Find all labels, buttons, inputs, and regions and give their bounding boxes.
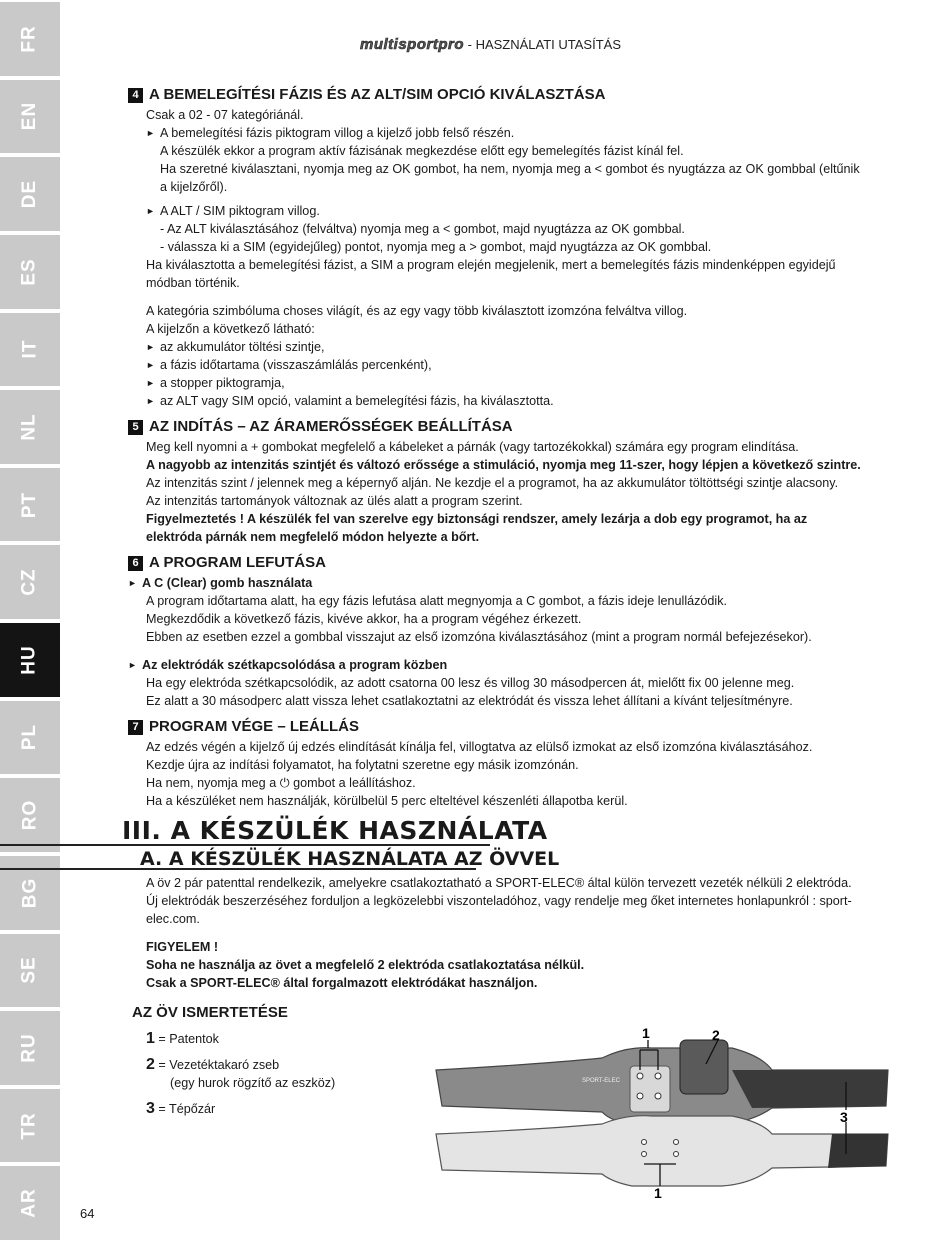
- section-7-heading: [128, 716, 898, 738]
- text-line: Ha a készüléket nem használják, körülbelül 5 perc elteltével készenléti állapotba kerül.: [146, 794, 628, 808]
- text-line: A nagyobb az intenzitás szintjét és változó erőssége a stimuláció, nyomja meg 11-szer, hogy lépjen a következő szintre.: [146, 458, 861, 472]
- language-tab-label: RU: [18, 1033, 40, 1063]
- text-line: A készülék ekkor a program aktív fázisának megkezdése előtt egy bemelegítés fázist kínál fel.: [160, 144, 684, 158]
- section-4-heading: [128, 84, 898, 106]
- text-line: Ha nem, nyomja meg a ⏻ gombot a leállításhoz.: [146, 776, 416, 790]
- text-line: A program időtartama alatt, ha egy fázis lefutása alatt megnyomja a C gombot, a fázis ideje lenullázódik.: [146, 594, 728, 608]
- text-line: Ha kiválasztotta a bemelegítési fázist, a SIM a program elején megjelenik, mert a bemelegítés fázis mindenképpen egyidejű: [146, 258, 836, 272]
- language-tab-en[interactable]: [0, 80, 60, 154]
- language-tab-nl[interactable]: [0, 390, 60, 464]
- figure-label-3: 3: [840, 1109, 848, 1125]
- warning-title: FIGYELEM !: [146, 940, 219, 954]
- part-title: III. A KÉSZÜLÉK HASZNÁLATA: [122, 816, 548, 845]
- language-tab-label: CZ: [18, 568, 40, 596]
- warning-line: Figyelmeztetés ! A készülék fel van szerelve egy biztonsági rendszer, amely lezárja a dob egy programot, ha az: [146, 512, 808, 526]
- page-number: 64: [80, 1206, 95, 1221]
- language-tab-label: AR: [18, 1188, 40, 1218]
- language-sidebar: [0, 0, 60, 1242]
- language-tab-label: SE: [18, 956, 40, 984]
- text-line: Csak a 02 - 07 kategóriánál.: [146, 108, 304, 122]
- bullet-item: ► az akkumulátor töltési szintje,: [146, 338, 898, 356]
- section-number: 6: [128, 556, 143, 571]
- language-tab-es[interactable]: [0, 235, 60, 309]
- text-line: Ha egy elektróda szétkapcsolódik, az adott csatorna 00 lesz és villog 30 másodpercen át, mielőtt fix 00 jelenne meg.: [146, 676, 795, 690]
- legend-number: 2: [146, 1056, 155, 1073]
- language-tab-label: FR: [18, 25, 40, 53]
- legend-number: 1: [146, 1030, 155, 1047]
- legend-text: = Vezetéktakaró zseb: [158, 1058, 280, 1072]
- warning-line: elektróda párnák nem megfelelő módon helyezte a bőrt.: [146, 530, 480, 544]
- language-tab-label: DE: [19, 179, 40, 209]
- text-line: - Az ALT kiválasztásához (felváltva) nyomja meg a < gombot, majd nyugtázza az OK gombbal.: [160, 222, 685, 236]
- section-title: A BEMELEGÍTÉSI FÁZIS ÉS AZ ALT/SIM OPCIÓ KIVÁLASZTÁSA: [149, 86, 606, 103]
- text-line: Az edzés végén a kijelző új edzés elindítását kínálja fel, villogtatva az elülső izmokat az első izomzóna kiválasztásához.: [146, 740, 813, 754]
- language-tab-pl[interactable]: [0, 701, 60, 775]
- bullet-item: ► az ALT vagy SIM opció, valamint a bemelegítési fázis, ha kiválasztotta.: [146, 392, 898, 410]
- legend-text: = Tépőzár: [158, 1102, 216, 1116]
- text-line: módban történik.: [146, 276, 240, 290]
- text-line: Ebben az esetben ezzel a gombbal visszajut az első izomzóna kiválasztásához (mint a program normál befejezésekor).: [146, 630, 812, 644]
- text-line: Az intenzitás tartományok változnak az ülés alatt a program szerint.: [146, 494, 523, 508]
- language-tab-pt[interactable]: [0, 468, 60, 542]
- belt-illustration: [432, 1026, 890, 1201]
- section-title: AZ INDÍTÁS – AZ ÁRAMERŐSSÉGEK BEÁLLÍTÁSA: [149, 418, 513, 435]
- text-line: Az intenzitás szint / jelennek meg a képernyő alján. Ne kezdje el a programot, ha az akkumulátor töltöttségi szintje alacsony.: [146, 476, 839, 490]
- bullet-item: ► A bemelegítési fázis piktogram villog a kijelző jobb felső részén.: [146, 124, 898, 142]
- language-tab-label: TR: [18, 1111, 40, 1140]
- section-number: 4: [128, 88, 143, 103]
- figure-label-1: 1: [642, 1026, 650, 1041]
- brand-logo: multisportpro: [360, 36, 464, 53]
- language-tab-hu[interactable]: [0, 623, 60, 697]
- legend-number: 3: [146, 1100, 155, 1117]
- page-header: [360, 36, 621, 53]
- section-number: 7: [128, 720, 143, 735]
- legend-text: = Patentok: [158, 1032, 219, 1046]
- language-tab-label: HU: [18, 645, 40, 675]
- section-5-heading: [128, 416, 898, 438]
- figure-label-1b: 1: [654, 1185, 662, 1201]
- section-title: PROGRAM VÉGE – LEÁLLÁS: [149, 718, 360, 735]
- language-tab-cz[interactable]: [0, 545, 60, 619]
- language-tab-fr[interactable]: [0, 2, 60, 76]
- bullet-item: ► a stopper piktogramja,: [146, 374, 898, 392]
- section-6-heading: [128, 552, 898, 574]
- language-tab-tr[interactable]: [0, 1089, 60, 1163]
- text-line: Ha szeretné kiválasztani, nyomja meg az OK gombot, ha nem, nyomja meg a < gombot és nyugtázza az OK gombbal (eltűnik: [160, 162, 860, 176]
- figure-label-2: 2: [712, 1027, 720, 1043]
- language-tab-it[interactable]: [0, 313, 60, 387]
- subheading: ► Az elektródák szétkapcsolódása a program közben: [128, 656, 898, 674]
- language-tab-label: PL: [19, 724, 40, 751]
- header-title: - HASZNÁLATI UTASÍTÁS: [467, 37, 621, 52]
- language-tab-ar[interactable]: [0, 1166, 60, 1240]
- language-tab-label: ES: [18, 258, 40, 286]
- warning-line: Csak a SPORT-ELEC® által forgalmazott elektródákat használjon.: [146, 976, 538, 990]
- subheading: ► A C (Clear) gomb használata: [128, 574, 898, 592]
- text-line: A kijelzőn a következő látható:: [146, 322, 315, 336]
- text-line: A kategória szimbóluma choses világít, és az egy vagy több kiválasztott izomzóna felváltva villog.: [146, 304, 688, 318]
- text-line: Ez alatt a 30 másodperc alatt vissza lehet csatlakoztatni az elektródát és vissza lehet állítani a kívánt teljesítményre.: [146, 694, 793, 708]
- language-tab-label: EN: [19, 102, 40, 131]
- section-number: 5: [128, 420, 143, 435]
- text-line: Kezdje újra az indítási folyamatot, ha folytatni szeretne egy másik izomzónán.: [146, 758, 579, 772]
- language-tab-label: PT: [19, 491, 40, 518]
- text-line: Új elektródák beszerzéséhez forduljon a legközelebbi viszonteladóhoz, vagy rendelje meg őket internetes honlapunkról : sport-elec.com.: [146, 894, 852, 926]
- main-content: [122, 84, 898, 1118]
- bullet-item: ► A ALT / SIM piktogram villog.: [146, 202, 898, 220]
- belt-description-title: AZ ÖV ISMERTETÉSE: [132, 1004, 288, 1021]
- language-tab-ru[interactable]: [0, 1011, 60, 1085]
- warning-line: Soha ne használja az övet a megfelelő 2 elektróda csatlakoztatása nélkül.: [146, 958, 585, 972]
- language-tab-bg[interactable]: [0, 856, 60, 930]
- text-line: a kijelzőről).: [160, 180, 228, 194]
- language-tab-label: NL: [18, 413, 40, 441]
- section-title: A PROGRAM LEFUTÁSA: [149, 554, 326, 571]
- text-line: Megkezdődik a következő fázis, kivéve akkor, ha a program végéhez érkezett.: [146, 612, 582, 626]
- bullet-item: ► a fázis időtartama (visszaszámlálás percenként),: [146, 356, 898, 374]
- language-tab-ro[interactable]: [0, 778, 60, 852]
- text-line: Meg kell nyomni a + gombokat megfelelő a kábeleket a párnák (vagy tartozékokkal) számára egy program elindítása.: [146, 440, 799, 454]
- language-tab-se[interactable]: [0, 934, 60, 1008]
- text-line: - válassza ki a SIM (egyidejűleg) pontot, nyomja meg a > gombot, majd nyugtázza az OK gombbal.: [160, 240, 712, 254]
- language-tab-de[interactable]: [0, 157, 60, 231]
- legend-text: (egy hurok rögzítő az eszköz): [170, 1076, 336, 1090]
- belt-brand-text: SPORT-ELEC: [582, 1078, 620, 1084]
- language-tab-label: RO: [19, 799, 40, 831]
- language-tab-label: BG: [19, 877, 40, 908]
- subsection-title: A. A KÉSZÜLÉK HASZNÁLATA AZ ÖVVEL: [140, 848, 560, 870]
- text-line: A öv 2 pár patenttal rendelkezik, amelyekre csatlakoztatható a SPORT-ELEC® által külön tervezett vezeték nélküli 2 elektróda.: [146, 876, 852, 890]
- language-tab-label: IT: [18, 339, 40, 359]
